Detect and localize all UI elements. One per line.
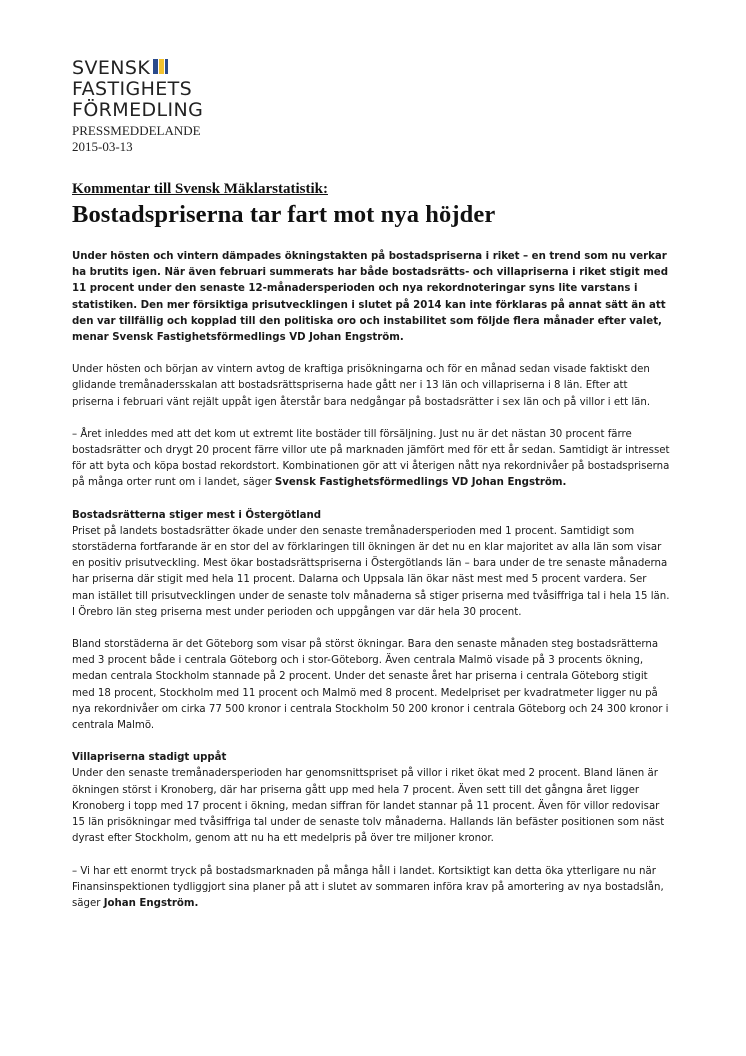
quote-paragraph-2 <box>72 864 672 913</box>
kicker: Kommentar till Svensk Mäklarstatistik: <box>72 181 328 197</box>
logo-line-1: SVENSK <box>72 57 151 79</box>
headline: Bostadspriserna tar fart mot nya höjder <box>72 201 496 228</box>
section-2-heading: Villapriserna stadigt uppåt <box>72 752 227 764</box>
quote-1-attribution: Svensk Fastighetsförmedlings VD Johan Engström. <box>274 477 567 489</box>
quote-paragraph-1 <box>72 427 672 492</box>
section-2-text: Under den senaste tremånadersperioden har genomsnittspriset på villor i riket ökat med 2 procent. Bland länen är ökningen störst i Kronoberg, där har priserna gått upp med hela 7 procent. Även sett till det gångna året ligger Kronoberg i topp med 17 procent i ökning, medan siffran för landet stannar på 11 procent. Även för villor redovisar 15 län prisökningar med tvåsiffriga tal under de senaste tolv månaderna. Hallands län befäster positionen som näst dyrast efter Stockholm, genom att nu ha ett medelpris på över tre miljoner kronor. <box>72 768 665 845</box>
section-bostadsratter <box>72 508 672 621</box>
press-meta <box>72 123 672 155</box>
section-1-text: Priset på landets bostadsrätter ökade under den senaste tremånadersperioden med 1 procent. Samtidigt som storstäderna fortfarande är en stor del av förklaringen till ökningen är det nu en klar majoritet av alla län som visar en positiv prisutveckling. Mest ökar bostadsrättspriserna i Östergötlands län – bara under de tre senaste månaderna har priserna där stigit med hela 11 procent. Dalarna och Uppsala län ökar näst mest med 5 procent vardera. Ser man istället till prisutvecklingen under de senaste tolv månaderna så stiger priserna med tvåsiffriga tal i hela 15 län. I Örebro län steg priserna mest under perioden och uppgången var där hela 30 procent. <box>72 525 670 618</box>
press-release-page <box>72 58 672 928</box>
quote-1-text: – Året inleddes med att det kom ut extremt lite bostäder till försäljning. Just nu är det nästan 30 procent färre bostadsrätter och drygt 20 procent färre villor ute på marknaden jämfört med för ett år sedan. Samtidigt är intresset för att byta och köpa bostad rekordstort. Kombinationen gör att vi återigen nått nya rekordnivåer på bostadspriserna på många orter runt om i landet, säger <box>72 428 670 489</box>
logo-line-3: FÖRMEDLING <box>72 99 204 121</box>
document-type: PRESSMEDDELANDE <box>72 123 201 138</box>
quote-2-text: – Vi har ett enormt tryck på bostadsmarknaden på många håll i landet. Kortsiktigt kan detta öka ytterligare nu när Finansinspektionen tydliggjort sina planer på att i slutet av sommaren införa krav på amortering av nya bostadslån, säger <box>72 865 664 909</box>
lead-paragraph: Under hösten och vintern dämpades ökningstakten på bostadspriserna i riket – en trend som nu verkar ha brutits igen. När även februari summerats har både bostadsrätts- och villapriserna i riket stigit med 11 procent under den senaste 12-månadersperioden och nya rekordnoteringar syns lite varstans i statistiken. Den mer försiktiga prisutvecklingen i slutet på 2014 kan inte förklaras på annat sätt än att den var tillfällig och kopplad till den politiska oro och instabilitet som följde flera månader efter valet, menar Svensk Fastighetsförmedlings VD Johan Engström. <box>72 251 669 344</box>
article-body <box>72 249 672 912</box>
swedish-flag-icon <box>153 59 168 74</box>
company-logo <box>72 58 672 121</box>
logo-line-2: FASTIGHETS <box>72 78 193 100</box>
paragraph-1: Under hösten och början av vintern avtog de kraftiga prisökningarna och för en månad sedan visade faktiskt den glidande tremånadersskalan att bostadsrättspriserna hade gått ner i 13 län och villapriserna i 8 län. Efter att priserna i februari vänt rejält uppåt igen återstår bara nedgångar på bostadsrätter i sex län och på villor i ett län. <box>72 364 651 408</box>
quote-2-attribution: Johan Engström. <box>103 897 199 909</box>
section-villor <box>72 750 672 847</box>
document-date: 2015-03-13 <box>72 139 133 154</box>
section-1-heading: Bostadsrätterna stiger mest i Östergötland <box>72 509 322 521</box>
paragraph-storstader: Bland storstäderna är det Göteborg som visar på störst ökningar. Bara den senaste månaden steg bostadsrätterna med 3 procent både i centrala Göteborg och i stor-Göteborg. Även centrala Malmö visade på 3 procents ökning, medan centrala Stockholm stannade på 2 procent. Under det senaste året har priserna i centrala Göteborg stigit med 18 procent, Stockholm med 11 procent och Malmö med 8 procent. Medelpriset per kvadratmeter ligger nu på nya rekordnivåer om cirka 77 500 kronor i centrala Stockholm 50 200 kronor i centrala Göteborg och 24 300 kronor i centrala Malmö. <box>72 639 669 732</box>
